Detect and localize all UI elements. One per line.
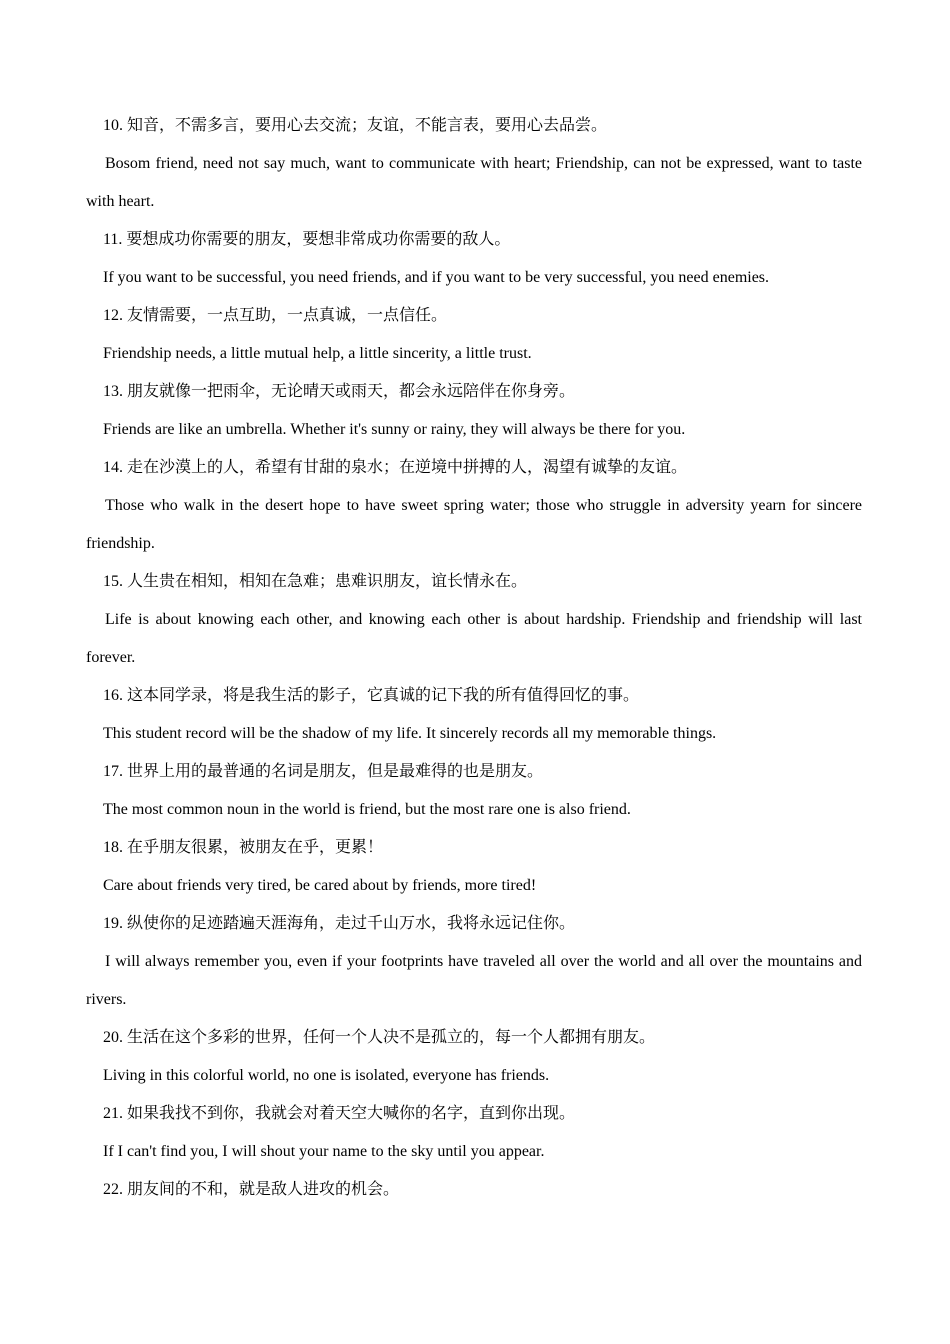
quote-22-chinese: 22. 朋友间的不和，就是敌人进攻的机会。 xyxy=(103,1181,400,1198)
quote-20-english: Living in this colorful world, no one is isolated, everyone has friends. xyxy=(103,1067,550,1084)
quote-18-chinese: 18. 在乎朋友很累，被朋友在乎，更累！ xyxy=(103,839,384,856)
quote-18-english: Care about friends very tired, be cared about by friends, more tired! xyxy=(103,877,537,894)
quote-14-english: Those who walk in the desert hope to have sweet spring water; those who struggle in adversity yearn for sincere friendship. xyxy=(86,497,862,552)
quote-13-chinese: 13. 朋友就像一把雨伞，无论晴天或雨天，都会永远陪伴在你身旁。 xyxy=(103,383,576,400)
quote-17-chinese: 17. 世界上用的最普通的名词是朋友，但是最难得的也是朋友。 xyxy=(103,763,544,780)
quote-10-chinese: 10. 知音，不需多言，要用心去交流；友谊，不能言表，要用心去品尝。 xyxy=(103,117,608,134)
document-page xyxy=(86,107,862,1209)
quote-19-chinese: 19. 纵使你的足迹踏遍天涯海角，走过千山万水，我将永远记住你。 xyxy=(103,915,576,932)
quote-11-chinese: 11. 要想成功你需要的朋友，要想非常成功你需要的敌人。 xyxy=(103,231,511,248)
quote-14-chinese: 14. 走在沙漠上的人，希望有甘甜的泉水；在逆境中拼搏的人，渴望有诚挚的友谊。 xyxy=(103,459,688,476)
quote-10-english: Bosom friend, need not say much, want to communicate with heart; Friendship, can not be expressed, want to taste with heart. xyxy=(86,155,862,210)
quote-21-english: If I can't find you, I will shout your name to the sky until you appear. xyxy=(103,1143,545,1160)
quote-15-english: Life is about knowing each other, and knowing each other is about hardship. Friendship and friendship will last forever. xyxy=(86,611,862,666)
quote-12-chinese: 12. 友情需要，一点互助，一点真诚，一点信任。 xyxy=(103,307,448,324)
quote-11-english: If you want to be successful, you need friends, and if you want to be very successful, you need enemies. xyxy=(103,269,770,286)
quote-21-chinese: 21. 如果我找不到你，我就会对着天空大喊你的名字，直到你出现。 xyxy=(103,1105,576,1122)
quote-20-chinese: 20. 生活在这个多彩的世界，任何一个人决不是孤立的，每一个人都拥有朋友。 xyxy=(103,1029,656,1046)
quote-16-english: This student record will be the shadow of my life. It sincerely records all my memorable things. xyxy=(103,725,717,742)
quote-17-english: The most common noun in the world is friend, but the most rare one is also friend. xyxy=(103,801,631,818)
quote-13-english: Friends are like an umbrella. Whether it's sunny or rainy, they will always be there for you. xyxy=(103,421,686,438)
quote-16-chinese: 16. 这本同学录，将是我生活的影子，它真诚的记下我的所有值得回忆的事。 xyxy=(103,687,640,704)
quote-19-english: I will always remember you, even if your footprints have traveled all over the world and all over the mountains and rivers. xyxy=(86,953,862,1008)
quote-15-chinese: 15. 人生贵在相知，相知在急难；患难识朋友，谊长情永在。 xyxy=(103,573,528,590)
quote-12-english: Friendship needs, a little mutual help, a little sincerity, a little trust. xyxy=(103,345,532,362)
